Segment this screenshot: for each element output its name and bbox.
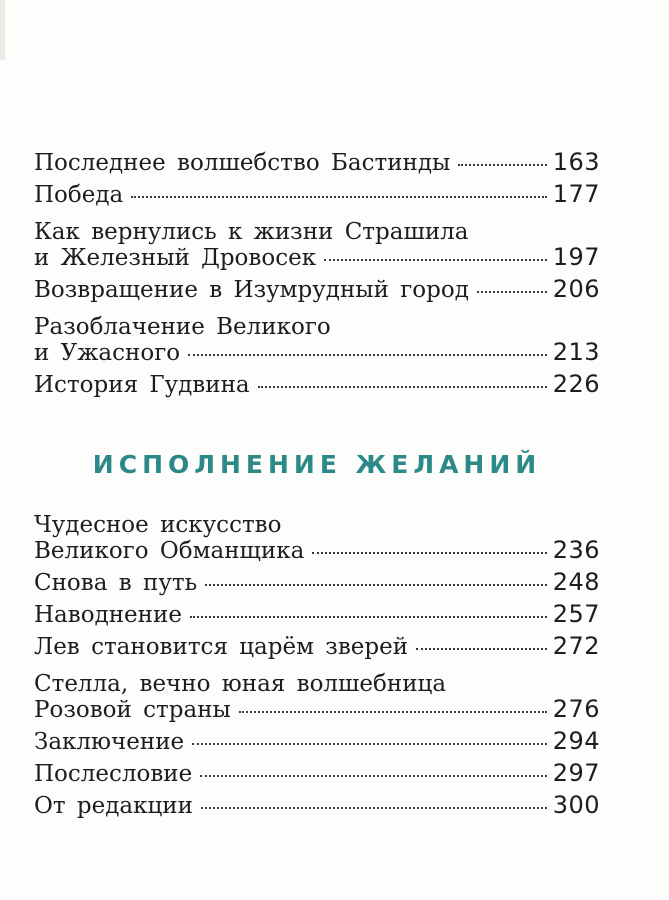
entry-title-row bbox=[34, 182, 600, 208]
entry-title-line: Стелла, вечно юная волшебница bbox=[34, 671, 447, 697]
entry-title-line: Розовой страны bbox=[34, 697, 231, 723]
toc-entry[interactable] bbox=[34, 150, 600, 176]
entry-title-line: и Ужасного bbox=[34, 340, 181, 366]
entry-title-line: Разоблачение Великого bbox=[34, 314, 331, 340]
entry-title-row bbox=[34, 697, 600, 723]
entry-title-row bbox=[34, 761, 600, 787]
dot-leader bbox=[192, 739, 547, 745]
toc-entry[interactable] bbox=[34, 761, 600, 787]
dot-leader bbox=[258, 382, 547, 388]
toc-entry[interactable] bbox=[34, 277, 600, 303]
entry-title-row bbox=[34, 277, 600, 303]
toc-entry[interactable] bbox=[34, 513, 600, 564]
toc-entry[interactable] bbox=[34, 220, 600, 271]
entry-title-line: и Железный Дровосек bbox=[34, 245, 317, 271]
entry-title-line: Снова в путь bbox=[34, 570, 198, 596]
dot-leader bbox=[477, 287, 547, 293]
page-number: 272 bbox=[552, 632, 600, 660]
dot-leader bbox=[239, 707, 547, 713]
table-of-contents bbox=[34, 150, 600, 825]
entry-title-line: Последнее волшебство Бастинды bbox=[34, 150, 451, 176]
entry-title-row bbox=[34, 538, 600, 564]
toc-entry[interactable] bbox=[34, 315, 600, 366]
dot-leader bbox=[205, 580, 547, 586]
page-number: 300 bbox=[552, 791, 600, 819]
dot-leader bbox=[190, 612, 547, 618]
toc-entry[interactable] bbox=[34, 634, 600, 660]
entry-title-line: Наводнение bbox=[34, 602, 182, 628]
entry-title-line: Победа bbox=[34, 182, 124, 208]
toc-entry[interactable] bbox=[34, 602, 600, 628]
dot-leader bbox=[312, 548, 546, 554]
dot-leader bbox=[201, 803, 547, 809]
entry-title-row bbox=[34, 634, 600, 660]
entry-title-row bbox=[34, 245, 600, 271]
toc-entry[interactable] bbox=[34, 672, 600, 723]
page-number: 197 bbox=[552, 243, 600, 271]
page-number: 297 bbox=[552, 759, 600, 787]
dot-leader bbox=[188, 350, 547, 356]
toc-entry[interactable] bbox=[34, 729, 600, 755]
entry-title-line: Чудесное искусство bbox=[34, 512, 282, 538]
dot-leader bbox=[131, 192, 546, 198]
page-number: 294 bbox=[552, 727, 600, 755]
entry-title-line: Заключение bbox=[34, 729, 185, 755]
page-number: 226 bbox=[552, 370, 600, 398]
page-number: 206 bbox=[552, 275, 600, 303]
entry-title-line: Как вернулись к жизни Страшила bbox=[34, 219, 469, 245]
entry-title-line: Послесловие bbox=[34, 761, 193, 787]
page-number: 257 bbox=[552, 600, 600, 628]
page-number: 177 bbox=[552, 180, 600, 208]
toc-entry[interactable] bbox=[34, 570, 600, 596]
toc-entry[interactable] bbox=[34, 372, 600, 398]
entry-title-row bbox=[34, 570, 600, 596]
entry-title-line: История Гудвина bbox=[34, 372, 250, 398]
dot-leader bbox=[416, 644, 547, 650]
page-number: 163 bbox=[552, 148, 600, 176]
page-number: 236 bbox=[552, 536, 600, 564]
toc-section bbox=[34, 450, 600, 819]
entry-title-row bbox=[34, 150, 600, 176]
toc-entry[interactable] bbox=[34, 182, 600, 208]
entry-title-line: Великого Обманщика bbox=[34, 538, 305, 564]
entry-title-row bbox=[34, 372, 600, 398]
dot-leader bbox=[458, 160, 546, 166]
page-number: 213 bbox=[552, 338, 600, 366]
toc-section bbox=[34, 150, 600, 398]
toc-entry[interactable] bbox=[34, 793, 600, 819]
entry-title-row bbox=[34, 729, 600, 755]
entry-title-line: От редакции bbox=[34, 793, 193, 819]
dot-leader bbox=[200, 771, 546, 777]
entry-title-row bbox=[34, 340, 600, 366]
page-edge-shadow bbox=[0, 0, 5, 60]
entry-title-line: Лев становится царём зверей bbox=[34, 634, 409, 660]
entry-title-row bbox=[34, 793, 600, 819]
section-heading: ИСПОЛНЕНИЕ ЖЕЛАНИЙ bbox=[92, 450, 542, 479]
entry-title-row bbox=[34, 602, 600, 628]
page-number: 248 bbox=[552, 568, 600, 596]
dot-leader bbox=[324, 255, 547, 261]
entry-title-line: Возвращение в Изумрудный город bbox=[34, 277, 469, 303]
page-number: 276 bbox=[552, 695, 600, 723]
